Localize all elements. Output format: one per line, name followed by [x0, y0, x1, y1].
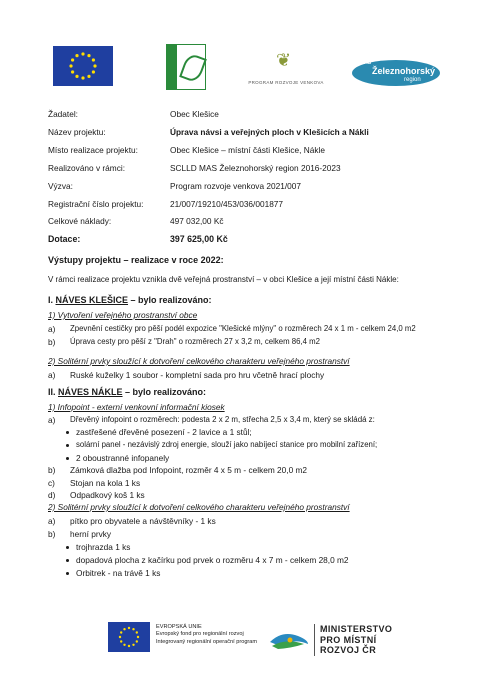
list-item: herní prvky — [70, 529, 112, 539]
info-key: Výzva: — [48, 181, 73, 191]
list-item: Dřevěný infopoint o rozměrech: podesta 2 x 2 m, střecha 2,5 x 3,4 m, který se skládá z: — [70, 415, 375, 424]
mmr-line: ROZVOJ ČR — [320, 645, 377, 655]
bullet-icon — [66, 431, 69, 434]
bullet-icon — [66, 444, 69, 447]
info-key: Realizováno v rámci: — [48, 163, 126, 173]
info-value: Obec Klešice — [170, 109, 219, 119]
list-item: 2 oboustranné infopanely — [76, 453, 170, 463]
list-marker: d) — [48, 490, 56, 500]
info-row — [48, 109, 468, 121]
list-marker: a) — [48, 324, 56, 334]
info-key: Dotace: — [48, 234, 81, 244]
list-item: Zpevnění cestičky pro pěší podél expozice "Klešické mlýny" o rozměrech 24 x 1 m - celkem 24,0 m2 — [70, 324, 416, 333]
bullet-icon — [66, 559, 69, 562]
info-value: Obec Klešice – místní části Klešice, Nákle — [170, 145, 325, 155]
info-value: SCLLD MAS Železnohorský region 2016-2023 — [170, 163, 341, 173]
mmr-line: MINISTERSTVO — [320, 624, 393, 634]
eu-footer-line: Evropský fond pro regionální rozvoj — [156, 631, 244, 638]
info-row — [48, 163, 468, 175]
list-marker: b) — [48, 337, 56, 347]
info-key: Žadatel: — [48, 109, 78, 119]
mas-logo — [348, 52, 443, 92]
info-key: Registrační číslo projektu: — [48, 199, 144, 209]
bullet-icon — [66, 457, 69, 460]
list-item: Stojan na kola 1 ks — [70, 478, 141, 488]
list-marker: c) — [48, 478, 55, 488]
list-item: zastřešené dřevěné posezení - 2 lavice a 1 stůl; — [76, 427, 252, 437]
info-value: Úprava návsi a veřejných ploch v Klešicích a Nákli — [170, 127, 369, 137]
list-marker: a) — [48, 415, 56, 425]
section-1-title: I. NÁVES KLEŠICE – bylo realizováno: — [48, 295, 212, 305]
info-key: Místo realizace projektu: — [48, 145, 138, 155]
mmr-line: PRO MÍSTNÍ — [320, 634, 377, 645]
mas-name: Železnohorský — [372, 66, 436, 76]
info-key: Název projektu: — [48, 127, 106, 137]
section-2-sub-1: 1) Infopoint - externí venkovní informační kiosek — [48, 402, 225, 412]
outputs-heading: Výstupy projektu – realizace v roce 2022: — [48, 255, 224, 265]
mas-sub: region — [404, 77, 421, 83]
list-item: Orbitrek - na trávě 1 ks — [76, 568, 161, 578]
list-item: dopadová plocha z kačírku pod prvek o rozměru 4 x 7 m - celkem 28,0 m2 — [76, 555, 349, 565]
info-value: Program rozvoje venkova 2021/007 — [170, 181, 301, 191]
info-value: 21/007/19210/453/036/001877 — [170, 199, 284, 209]
outputs-intro: V rámci realizace projektu vznikla dvě veřejná prostranství – v obci Klešice a její místní části Nákle: — [48, 275, 399, 284]
info-row — [48, 216, 468, 228]
section-2-title: II. NÁVES NÁKLE – bylo realizováno: — [48, 387, 207, 397]
bullet-icon — [66, 546, 69, 549]
list-marker: b) — [48, 529, 56, 539]
program-rozvoje-venkova-logo — [246, 50, 326, 90]
eu-footer-line: EVROPSKÁ UNIE — [156, 624, 202, 630]
info-key: Celkové náklady: — [48, 216, 112, 226]
mmr-logo-icon — [268, 628, 310, 650]
section-1-sub-2: 2) Solitérní prvky sloužící k dotvoření celkového charakteru veřejného prostranství — [48, 356, 350, 366]
list-item: solární panel - nezávislý zdroj energie, slouží jako nabíjecí stanice pro mobilní zařízení; — [76, 440, 378, 449]
header-logos — [0, 40, 495, 100]
list-marker: b) — [48, 465, 56, 475]
sprig-icon: ❦ — [276, 50, 292, 70]
footer-logos — [0, 622, 495, 662]
info-value: 397 625,00 Kč — [170, 234, 228, 244]
mas-label: MAS — [360, 60, 372, 66]
section-1-sub-1: 1) Vytvoření veřejného prostranství obce — [48, 310, 198, 320]
list-item: trojhrazda 1 ks — [76, 542, 131, 552]
info-row — [48, 127, 468, 139]
info-row — [48, 145, 468, 157]
list-item: Úprava cesty pro pěší z "Drah" o rozměrech 27 x 3,2 m, celkem 86,4 m2 — [70, 337, 320, 346]
leader-logo-icon — [166, 44, 206, 90]
program-logo-text: PROGRAM ROZVOJE VENKOVA — [248, 80, 324, 85]
list-item: Odpadkový koš 1 ks — [70, 490, 145, 500]
mmr-text — [320, 624, 392, 656]
footer-divider — [314, 624, 315, 656]
section-2-sub-2: 2) Solitérní prvky sloužící k dotvoření celkového charakteru veřejného prostranství — [48, 502, 350, 512]
eu-flag-icon — [53, 46, 113, 86]
eu-footer-line: Integrovaný regionální operační program — [156, 638, 258, 645]
info-row — [48, 199, 468, 211]
list-marker: a) — [48, 516, 56, 526]
list-item: Zámková dlažba pod Infopoint, rozměr 4 x 5 m - celkem 20,0 m2 — [70, 465, 308, 475]
eu-footer-text — [156, 624, 257, 646]
info-value: 497 032,00 Kč — [170, 216, 224, 226]
list-item: Ruské kuželky 1 soubor - kompletní sada pro hru včetně hrací plochy — [70, 370, 325, 380]
eu-flag-icon — [108, 622, 150, 652]
info-row — [48, 234, 468, 246]
info-row — [48, 181, 468, 193]
list-marker: a) — [48, 370, 56, 380]
bullet-icon — [66, 572, 69, 575]
list-item: pítko pro obyvatele a návštěvníky - 1 ks — [70, 516, 216, 526]
